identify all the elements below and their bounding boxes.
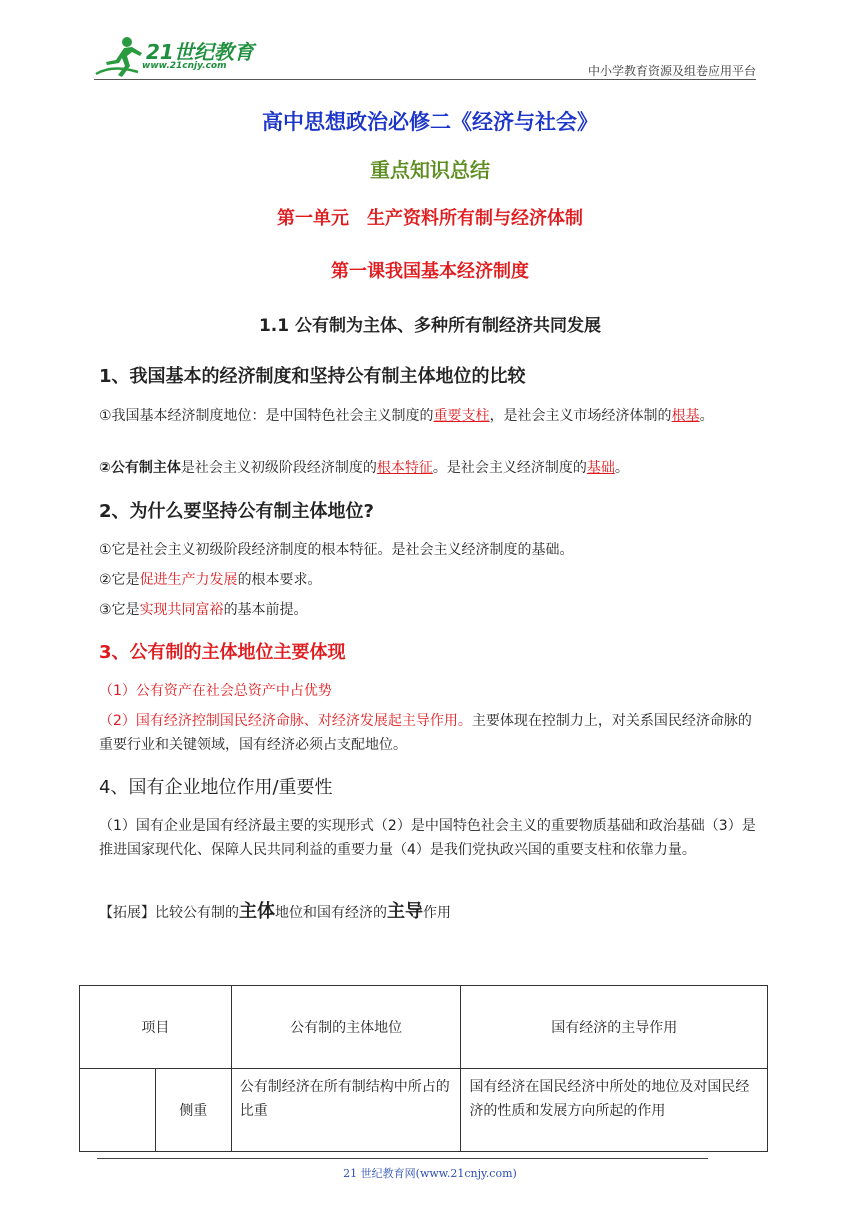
table-cell xyxy=(231,1069,461,1152)
key-term: 根本特征 xyxy=(376,460,433,476)
text-run: 。 xyxy=(614,460,629,476)
table-cell xyxy=(461,1069,768,1152)
section-4-body: （1）国有企业是国有经济最主要的实现形式（2）是中国特色社会主义的重要物质基础和政治基础（3）是推进国家现代化、保障人民共同利益的重要力量（4）是我们党执政兴国的重要支柱和依靠力量。 xyxy=(99,818,756,858)
header-divider xyxy=(94,79,756,80)
platform-name: 中小学教育资源及组卷应用平台 xyxy=(587,64,756,78)
table-header-cell: 项目 xyxy=(80,986,232,1069)
logo-text: 21世纪教育 xyxy=(146,40,254,64)
expand-note xyxy=(99,900,765,925)
table-row-label: 侧重 xyxy=(155,1069,231,1152)
section-2-item-2 xyxy=(99,568,765,592)
section-1-paragraph-2 xyxy=(99,456,765,480)
main-title: 高中思想政治必修二《经济与社会》 xyxy=(262,110,598,134)
section-title: 1.1 公有制为主体、多种所有制经济共同发展 xyxy=(258,316,602,336)
key-term: 促进生产力发展 xyxy=(139,572,238,588)
key-term: 根基 xyxy=(671,408,700,424)
page-header xyxy=(0,0,860,90)
section-2-heading: 2、为什么要坚持公有制主体地位? xyxy=(99,501,374,522)
text-run: ②它是 xyxy=(99,572,140,588)
logo-url: www.21cnjy.com xyxy=(142,61,227,71)
footer-link[interactable]: 21 世纪教育网(www.21cnjy.com) xyxy=(343,1167,517,1180)
text-run: 。是社会主义经济制度的 xyxy=(432,460,587,476)
text-run: 主要体现在控制力上，对关系国民经济命脉的重要行业和关键领域，国有经济必须占支配地位。 xyxy=(99,713,752,753)
emphasis: 主导 xyxy=(387,901,423,922)
text-run: 是社会主义初级阶段经济制度的 xyxy=(180,460,377,476)
table-header-cell: 公有制的主体地位 xyxy=(231,986,461,1069)
cell-text: 国有经济在国民经济中所处的地位及对国民经济的性质和发展方向所起的作用 xyxy=(469,1079,750,1119)
section-3-item-1: （1）公有资产在社会总资产中占优势 xyxy=(99,683,332,699)
table-header-row xyxy=(80,986,768,1069)
unit-title: 第一单元 生产资料所有制与经济体制 xyxy=(277,208,583,229)
section-1-paragraph-1 xyxy=(99,404,765,428)
key-term: 基础 xyxy=(586,460,615,476)
text-run: 的根本要求。 xyxy=(237,572,322,588)
key-term: 重要支柱 xyxy=(433,408,490,424)
text-run: 【拓展】比较公有制的 xyxy=(99,905,239,921)
emphasis: 主体 xyxy=(239,901,275,922)
key-term: 实现共同富裕 xyxy=(139,602,224,618)
runner-logo-icon xyxy=(94,34,146,78)
table-cell-empty xyxy=(80,1069,156,1152)
table-row xyxy=(80,1069,768,1152)
text-run: 。 xyxy=(699,408,714,424)
text-run: 作用 xyxy=(423,905,451,921)
text-run: 的基本前提。 xyxy=(223,602,308,618)
subtitle: 重点知识总结 xyxy=(370,158,490,182)
text-run: ③它是 xyxy=(99,602,140,618)
bold-term: ②公有制主体 xyxy=(99,460,181,476)
section-3-heading: 3、公有制的主体地位主要体现 xyxy=(99,642,346,663)
text-run: 地位和国有经济的 xyxy=(275,905,387,921)
comparison-table xyxy=(79,985,768,1152)
section-3-item-2 xyxy=(99,709,765,757)
section-2-item-3 xyxy=(99,598,765,622)
lesson-title: 第一课我国基本经济制度 xyxy=(331,261,529,282)
section-1-heading: 1、我国基本的经济制度和坚持公有制主体地位的比较 xyxy=(99,366,526,387)
text-run: ①我国基本经济制度地位：是中国特色社会主义制度的 xyxy=(99,408,434,424)
key-term: （2）国有经济控制国民经济命脉、对经济发展起主导作用。 xyxy=(99,713,472,729)
site-logo[interactable] xyxy=(94,34,264,80)
cell-text: 公有制经济在所有制结构中所占的比重 xyxy=(239,1079,450,1119)
text-run: ，是社会主义市场经济体制的 xyxy=(489,408,672,424)
section-2-item-1: ①它是社会主义初级阶段经济制度的根本特征。是社会主义经济制度的基础。 xyxy=(99,542,574,558)
footer-divider xyxy=(97,1158,708,1159)
section-4-heading: 4、国有企业地位作用/重要性 xyxy=(99,777,333,798)
table-header-cell: 国有经济的主导作用 xyxy=(461,986,768,1069)
